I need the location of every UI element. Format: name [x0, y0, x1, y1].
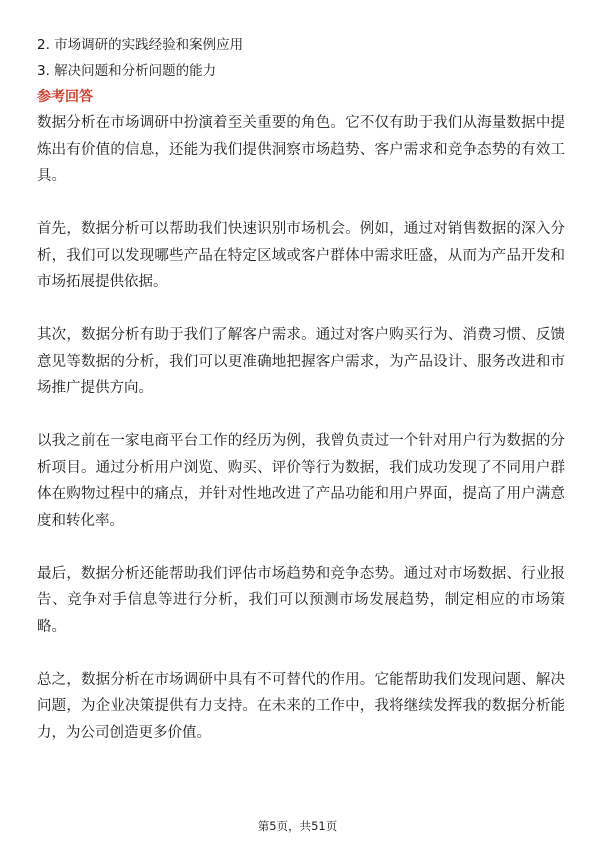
paragraph: 数据分析在市场调研中扮演着至关重要的角色。它不仅有助于我们从海量数据中提炼出有价值的信息，还能为我们提供洞察市场趋势、客户需求和竞争态势的有效工具。: [37, 115, 565, 184]
paragraph: 总之，数据分析在市场调研中具有不可替代的作用。它能帮助我们发现问题、解决问题，为企业决策提供有力支持。在未来的工作中，我将继续发挥我的数据分析能力，为公司创造更多价值。: [37, 671, 565, 741]
page-number: 第5页，共51页: [257, 819, 338, 833]
list-item: 2. 市场调研的实践经验和案例应用: [37, 37, 244, 53]
list-item: 3. 解决问题和分析问题的能力: [37, 63, 217, 79]
paragraph: 最后，数据分析还能帮助我们评估市场趋势和竞争态势。通过对市场数据、行业报告、竞争对手信息等进行分析，我们可以预测市场发展趋势，制定相应的市场策略。: [37, 565, 565, 635]
paragraph: 其次，数据分析有助于我们了解客户需求。通过对客户购买行为、消费习惯、反馈意见等数据的分析，我们可以更准确地把握客户需求，为产品设计、服务改进和市场推广提供方向。: [37, 327, 565, 396]
paragraph: 首先，数据分析可以帮助我们快速识别市场机会。例如，通过对销售数据的深入分析，我们可以发现哪些产品在特定区域或客户群体中需求旺盛，从而为产品开发和市场拓展提供依据。: [37, 221, 565, 290]
paragraph: 以我之前在一家电商平台工作的经历为例，我曾负责过一个针对用户行为数据的分析项目。通过分析用户浏览、购买、评价等行为数据，我们成功发现了不同用户群体在购物过程中的痛点，并针对性地改进了产品功能和用户界面，提高了用户满意度和转化率。: [37, 433, 565, 529]
answer-heading: 参考回答: [37, 89, 93, 105]
document-content: [37, 32, 565, 773]
